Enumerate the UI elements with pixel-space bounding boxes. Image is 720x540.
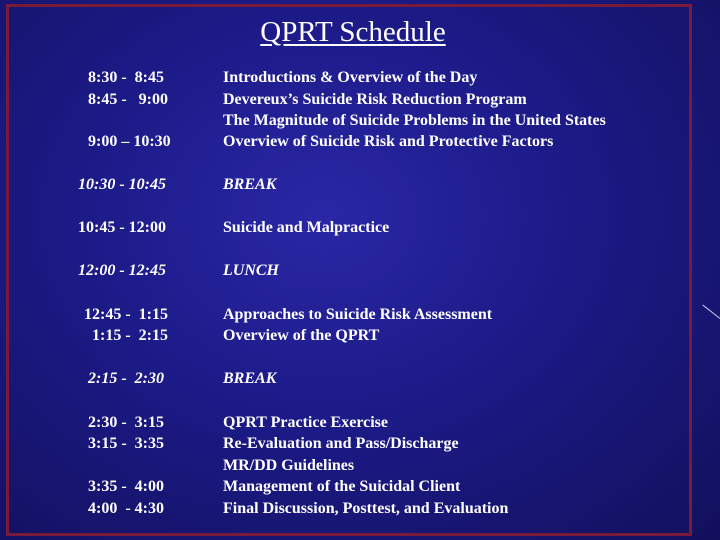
- schedule-item: Approaches to Suicide Risk Assessment: [223, 306, 493, 323]
- schedule-item: Overview of Suicide Risk and Protective Factors: [223, 133, 554, 150]
- schedule-item: Suicide and Malpractice: [223, 219, 390, 236]
- schedule-time: 9:00 – 10:30: [88, 133, 171, 150]
- schedule-item: QPRT Practice Exercise: [223, 414, 389, 431]
- schedule-item: BREAK: [223, 176, 277, 193]
- schedule-time: 12:45 - 1:15: [84, 306, 168, 323]
- schedule-time: 2:30 - 3:15: [88, 414, 164, 431]
- schedule-item: Management of the Suicidal Client: [223, 478, 461, 495]
- schedule-time: 3:35 - 4:00: [88, 478, 164, 495]
- page-title: QPRT Schedule: [260, 16, 446, 48]
- schedule-item: Overview of the QPRT: [223, 327, 380, 344]
- schedule-time: 4:00 - 4:30: [88, 500, 164, 517]
- schedule-time: 3:15 - 3:35: [88, 435, 164, 452]
- schedule-item: Devereux’s Suicide Risk Reduction Program: [223, 91, 527, 108]
- schedule-item: Final Discussion, Posttest, and Evaluation: [223, 500, 509, 517]
- schedule-item: BREAK: [223, 370, 277, 387]
- decorative-line: [702, 305, 720, 319]
- schedule-time: 12:00 - 12:45: [78, 262, 166, 279]
- schedule-time: 10:45 - 12:00: [78, 219, 166, 236]
- schedule-item: Re-Evaluation and Pass/Discharge: [223, 435, 459, 452]
- schedule-time: 8:30 - 8:45: [88, 69, 164, 86]
- schedule-item: Introductions & Overview of the Day: [223, 69, 478, 86]
- schedule-item: MR/DD Guidelines: [223, 457, 355, 474]
- schedule-item: LUNCH: [223, 262, 279, 279]
- schedule-time: 10:30 - 10:45: [78, 176, 166, 193]
- schedule-item: The Magnitude of Suicide Problems in the United States: [223, 112, 606, 129]
- schedule-time: 8:45 - 9:00: [88, 91, 168, 108]
- schedule-time: 2:15 - 2:30: [88, 370, 164, 387]
- schedule-time: 1:15 - 2:15: [92, 327, 168, 344]
